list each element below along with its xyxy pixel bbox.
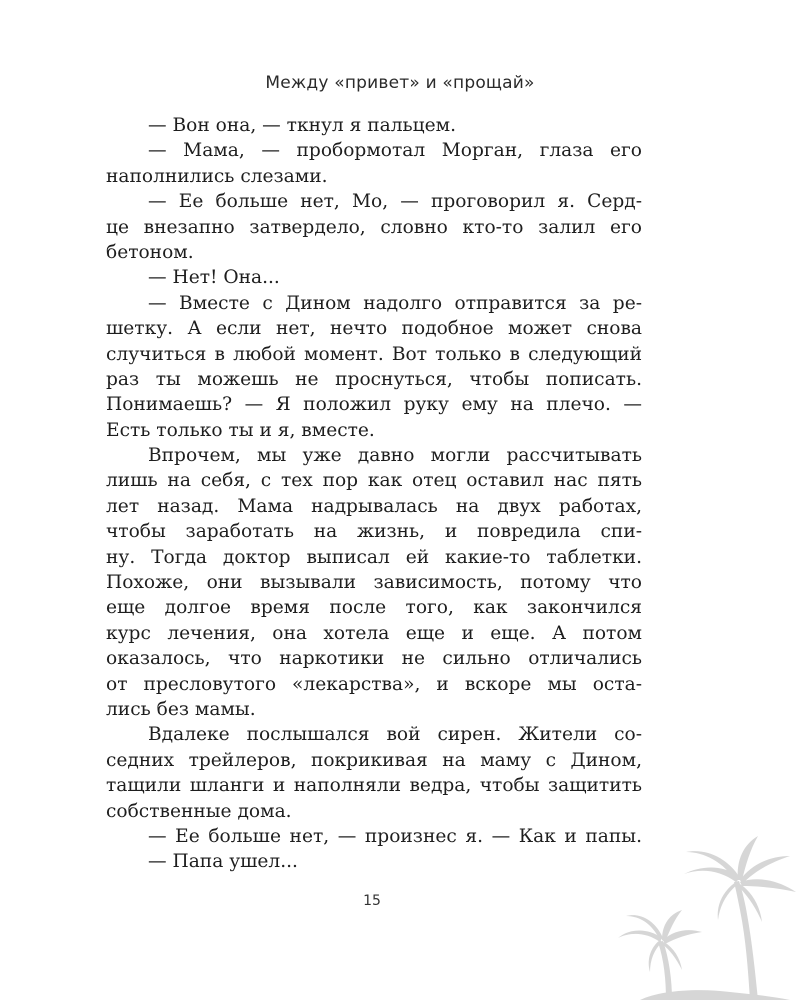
running-header: Между «привет» и «прощай» [265, 73, 535, 93]
text-line: случиться в любой момент. Вот только в следующий [106, 343, 642, 365]
text-line: — Ее больше нет, — произнес я. — Как и папы. [148, 825, 642, 847]
text-line: Похоже, они вызывали зависимость, потому что [106, 572, 642, 594]
text-line: Понимаешь? — Я положил руку ему на плечо. — [106, 394, 642, 416]
text-line: — Вон она, — ткнул я пальцем. [148, 115, 457, 136]
text-line: наполнились слезами. [106, 165, 328, 187]
page-number: 15 [363, 893, 381, 909]
text-line: оказалось, что наркотики не сильно отличались [106, 648, 642, 670]
text-line: — Ее больше нет, Мо, — проговорил я. Серд- [148, 191, 642, 213]
text-line: тащили шланги и наполняли ведра, чтобы защитить [106, 775, 642, 797]
text-line: лись без мамы. [106, 698, 256, 720]
text-line: от пресловутого «лекарства», и вскоре мы оста- [106, 673, 642, 695]
text-line: собственные дома. [106, 800, 292, 822]
text-line: Вдалеке послышался вой сирен. Жители со- [148, 724, 642, 746]
text-line: ну. Тогда доктор выписал ей какие-то таблетки. [106, 546, 642, 568]
text-line: Впрочем, мы уже давно могли рассчитывать [148, 445, 642, 467]
text-line: лишь на себя, с тех пор как отец оставил нас пять [106, 470, 642, 492]
body-text [106, 113, 642, 875]
palm-trees-icon [600, 830, 800, 1000]
text-line: шетку. А если нет, нечто подобное может снова [106, 318, 642, 340]
text-line: — Мама, — пробормотал Морган, глаза его [148, 140, 642, 162]
text-line: седних трейлеров, покрикивая на маму с Дином, [106, 749, 642, 771]
text-line: бетоном. [106, 241, 194, 263]
text-line: — Нет! Она... [148, 267, 280, 289]
text-line: лет назад. Мама надрывалась на двух работах, [106, 495, 642, 517]
text-line: чтобы заработать на жизнь, и повредила спи- [106, 521, 642, 543]
text-line: еще долгое время после того, как закончился [106, 597, 642, 619]
text-line: Есть только ты и я, вместе. [106, 419, 375, 441]
text-line: раз ты можешь не проснуться, чтобы пописать. [106, 368, 642, 390]
text-line: це внезапно затвердело, словно кто-то залил его [106, 216, 642, 238]
text-line: — Вместе с Дином надолго отправится за ре- [148, 292, 642, 314]
text-line: — Папа ушел... [148, 851, 298, 873]
text-line: курс лечения, она хотела еще и еще. А потом [106, 622, 642, 644]
